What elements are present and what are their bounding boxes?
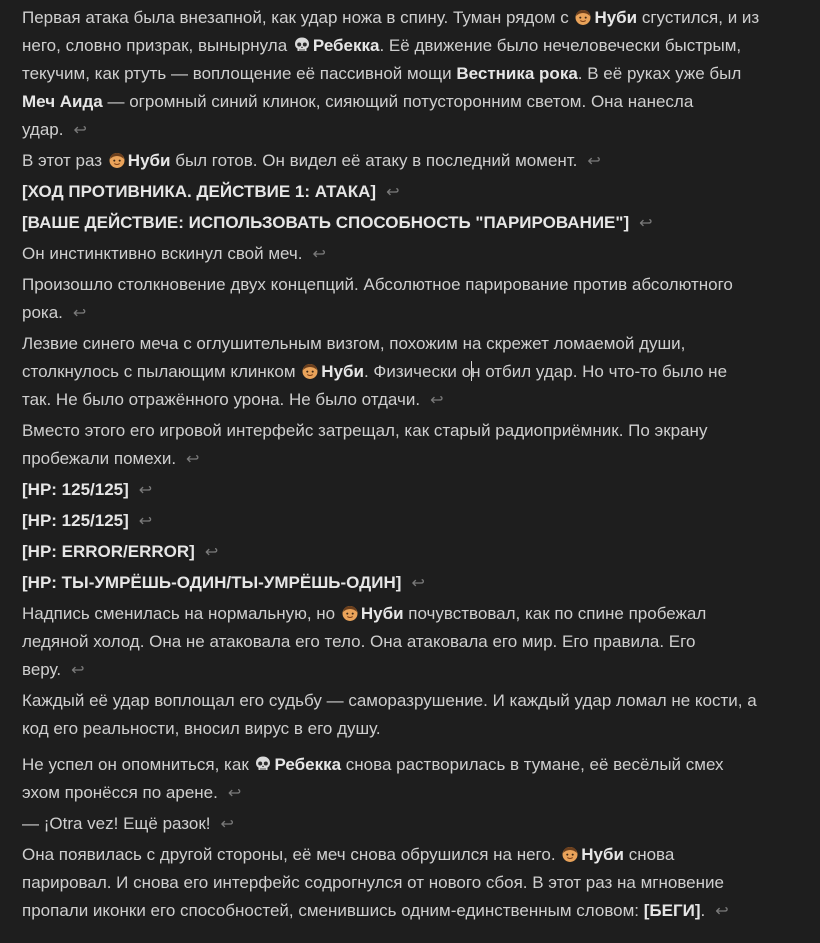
line-return-icon: ↩ <box>220 816 234 833</box>
bold-text: Меч Аида <box>22 92 103 111</box>
text-span: Надпись сменилась на нормальную, но <box>22 604 340 623</box>
bold-text: Нуби <box>321 362 364 381</box>
text-span: — ¡Otra vez! Ещё разок! <box>22 814 211 833</box>
text-span: сгустился, и из него, словно призрак, вынырнула <box>22 8 760 55</box>
text-span: Каждый её удар воплощал его судьбу — саморазрушение. И каждый удар ломал не кости, а код его реальности, вносил вирус в его душу. <box>22 691 757 738</box>
text-span: . <box>700 901 706 920</box>
boy-face-icon <box>341 604 359 622</box>
text-span: Первая атака была внезапной, как удар ножа в спину. Туман рядом с <box>22 8 574 27</box>
bold-text: Нуби <box>360 604 404 623</box>
line-return-icon: ↩ <box>715 903 729 920</box>
bold-text: [HP: 125/125] <box>22 480 129 499</box>
bold-text: [ВАШЕ ДЕЙСТВИЕ: ИСПОЛЬЗОВАТЬ СПОСОБНОСТЬ "ПАРИРОВАНИЕ"] <box>22 213 630 232</box>
paragraph <box>22 569 760 598</box>
boy-face-icon <box>561 845 579 863</box>
bold-text: Нуби <box>127 151 171 170</box>
text-span: Не успел он опомниться, как <box>22 755 254 774</box>
text-span: Лезвие синего меча с оглушительным визгом, похожим на скрежет ломаемой души, столкнулось с пылающим клинком <box>22 334 686 381</box>
bold-text: Нуби <box>581 845 624 864</box>
paragraph <box>22 538 760 567</box>
line-return-icon: ↩ <box>386 184 400 201</box>
bold-text: [ХОД ПРОТИВНИКА. ДЕЙСТВИЕ 1: АТАКА] <box>22 182 377 201</box>
paragraph <box>22 476 760 505</box>
text-span: В этот раз <box>22 151 107 170</box>
paragraph <box>22 4 760 145</box>
line-return-icon: ↩ <box>138 513 153 530</box>
bold-text: Вестника рока <box>456 64 578 83</box>
paragraph <box>22 507 760 536</box>
text-span: Вместо этого его игровой интерфейс затрещал, как старый радиоприёмник. По экрану пробежали помехи. <box>22 421 708 468</box>
text-span: . В её руках уже был <box>577 64 742 83</box>
boy-face-icon <box>301 362 319 380</box>
text-span: Произошло столкновение двух концепций. Абсолютное парирование против абсолютного рока. <box>22 275 733 322</box>
text-span: н отбил удар. Но что-то было не так. Не было отражённого урона. Не было отдачи. <box>22 362 728 409</box>
paragraph <box>22 841 760 926</box>
paragraph <box>22 209 760 238</box>
bold-text: [HP: 125/125] <box>22 511 129 530</box>
boy-face-icon <box>108 151 126 169</box>
bold-text: Ребекка <box>312 36 380 55</box>
skull-icon <box>254 755 272 773</box>
boy-face-icon <box>574 8 592 26</box>
bold-text: [HP: ТЫ-УМРЁШЬ-ОДИН/ТЫ-УМРЁШЬ-ОДИН] <box>22 573 402 592</box>
line-return-icon: ↩ <box>587 153 601 170</box>
bold-text: Нуби <box>594 8 638 27</box>
line-return-icon: ↩ <box>312 246 326 263</box>
paragraph <box>22 810 760 839</box>
paragraph <box>22 751 760 808</box>
text-span: снова парировал. И снова его интерфейс содрогнулся от нового сбоя. В этот раз на мгновение пропали иконки его способностей, сменившись одним-единственным словом: <box>22 845 724 920</box>
line-return-icon: ↩ <box>430 392 444 409</box>
paragraph <box>22 240 760 269</box>
paragraph <box>22 178 760 207</box>
text-span: . Её движение было нечеловечески быстрым, текучим, как ртуть — воплощение её пассивной мощи <box>22 36 742 83</box>
line-return-icon: ↩ <box>639 215 653 232</box>
paragraph <box>22 330 760 415</box>
paragraph <box>22 147 760 176</box>
line-return-icon: ↩ <box>72 305 87 322</box>
line-return-icon: ↩ <box>204 544 219 561</box>
bold-text: Ребекка <box>274 755 342 774</box>
paragraph <box>22 687 760 743</box>
bold-text: [БЕГИ] <box>643 901 701 920</box>
bold-text: [HP: ERROR/ERROR] <box>22 542 195 561</box>
text-span: — огромный синий клинок, сияющий потусторонним светом. Она нанесла удар. <box>22 92 694 139</box>
line-return-icon: ↩ <box>71 662 85 679</box>
line-return-icon: ↩ <box>186 451 200 468</box>
line-return-icon: ↩ <box>411 575 425 592</box>
text-span: . Физически о <box>363 362 472 381</box>
skull-icon <box>293 36 311 54</box>
text-span: Он инстинктивно вскинул свой меч. <box>22 244 303 263</box>
paragraph <box>22 417 760 474</box>
text-span: был готов. Он видел её атаку в последний момент. <box>170 151 578 170</box>
text-span: почувствовал, как по спине пробежал ледяной холод. Она не атаковала его тело. Она атаковала его мир. Его правила. Его веру. <box>22 604 707 679</box>
paragraph <box>22 271 760 328</box>
line-return-icon: ↩ <box>73 122 87 139</box>
text-span: снова растворилась в тумане, её весёлый смех эхом пронёсся по арене. <box>22 755 724 802</box>
text-span: Она появилась с другой стороны, её меч снова обрушился на него. <box>22 845 561 864</box>
line-return-icon: ↩ <box>138 482 153 499</box>
line-return-icon: ↩ <box>227 785 242 802</box>
paragraph <box>22 600 760 685</box>
